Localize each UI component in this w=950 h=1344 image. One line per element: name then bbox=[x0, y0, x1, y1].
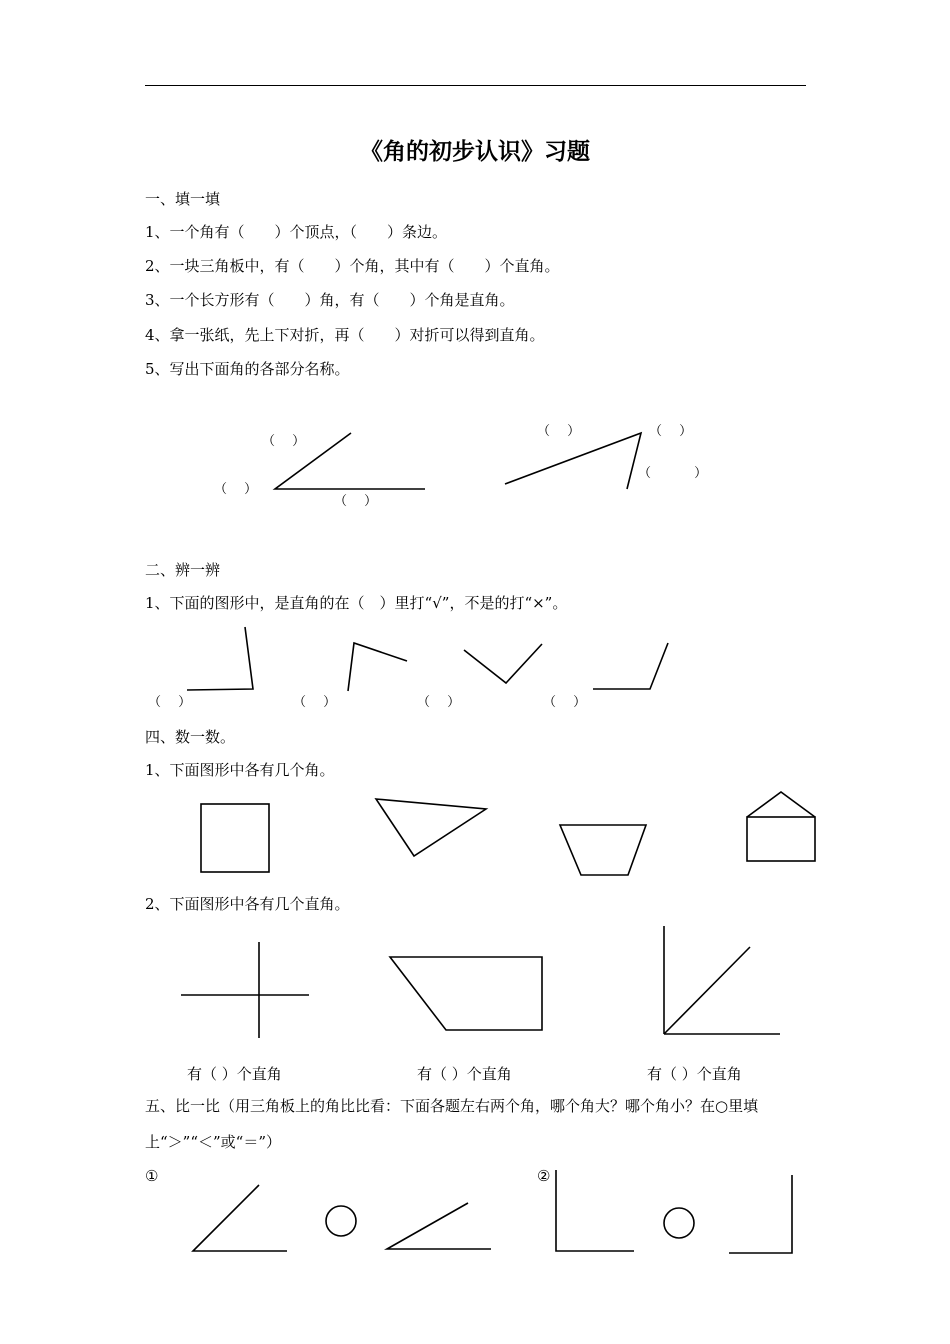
compare2-right-angle bbox=[729, 1175, 792, 1253]
page-title: 《角的初步认识》习题 bbox=[360, 138, 590, 165]
section1-heading: 一、填一填 bbox=[145, 190, 221, 208]
section1-q5: 5、写出下面角的各部分名称。 bbox=[145, 360, 350, 378]
judge-blank-3: （ ） bbox=[417, 695, 461, 710]
house-body-shape bbox=[747, 817, 815, 861]
trapezoid-shape bbox=[560, 825, 646, 875]
angle1-vertex-label: （ ） bbox=[214, 482, 258, 497]
angle2-vertex-label: （ ） bbox=[649, 424, 693, 439]
angle1-side-label: （ ） bbox=[262, 434, 306, 449]
section4-heading: 四、数一数。 bbox=[145, 728, 236, 746]
compare1-right-angle bbox=[387, 1203, 491, 1249]
rays-diagonal-line bbox=[664, 947, 750, 1034]
answer-cross: 有（ ）个直角 bbox=[187, 1065, 282, 1083]
section1-q1: 1、一个角有（ ）个顶点，（ ）条边。 bbox=[145, 223, 448, 241]
compare1-circle bbox=[326, 1206, 356, 1236]
compare-mark-1: ① bbox=[145, 1167, 159, 1185]
judge-blank-4: （ ） bbox=[543, 695, 587, 710]
judge-figure-1 bbox=[187, 627, 253, 690]
square-shape bbox=[201, 804, 269, 872]
judge-blank-1: （ ） bbox=[148, 695, 192, 710]
section5-line2: 上“＞”“＜”或“＝”） bbox=[145, 1133, 282, 1151]
judge-blank-2: （ ） bbox=[293, 695, 337, 710]
compare-mark-2: ② bbox=[537, 1167, 551, 1185]
judge-figure-4 bbox=[593, 643, 668, 689]
compare1-left-angle bbox=[193, 1185, 287, 1251]
judge-figure-3 bbox=[464, 644, 542, 683]
angle1-figure bbox=[275, 433, 425, 489]
section1-q2: 2、一块三角板中，有（ ）个角，其中有（ ）个直角。 bbox=[145, 257, 560, 275]
section1-q3: 3、一个长方形有（ ）角，有（ ）个角是直角。 bbox=[145, 291, 515, 309]
angle1-base-label: （ ） bbox=[334, 494, 378, 509]
right-trapezoid-shape bbox=[390, 957, 542, 1030]
answer-trapezoid: 有（ ）个直角 bbox=[417, 1065, 512, 1083]
section4-q1: 1、下面图形中各有几个角。 bbox=[145, 761, 335, 779]
compare2-circle bbox=[664, 1208, 694, 1238]
angle2-side2-label: （ ） bbox=[638, 466, 708, 481]
compare2-left-angle bbox=[556, 1170, 634, 1251]
judge-figure-2 bbox=[348, 643, 407, 691]
angle2-side-label: （ ） bbox=[537, 424, 581, 439]
angle2-figure bbox=[505, 433, 641, 489]
triangle-shape bbox=[376, 799, 486, 856]
section1-q4: 4、拿一张纸，先上下对折，再（ ）对折可以得到直角。 bbox=[145, 326, 545, 344]
section2-heading: 二、辨一辨 bbox=[145, 561, 221, 579]
section2-q1: 1、下面的图形中，是直角的在（ ）里打“√”，不是的打“×”。 bbox=[145, 594, 568, 612]
section5-line1: 五、比一比（用三角板上的角比比看：下面各题左右两个角，哪个角大？哪个角小？在○里填 bbox=[145, 1097, 759, 1115]
section4-q2: 2、下面图形中各有几个直角。 bbox=[145, 895, 350, 913]
house-roof-shape bbox=[747, 792, 815, 817]
answer-angle-rays: 有（ ）个直角 bbox=[647, 1065, 742, 1083]
